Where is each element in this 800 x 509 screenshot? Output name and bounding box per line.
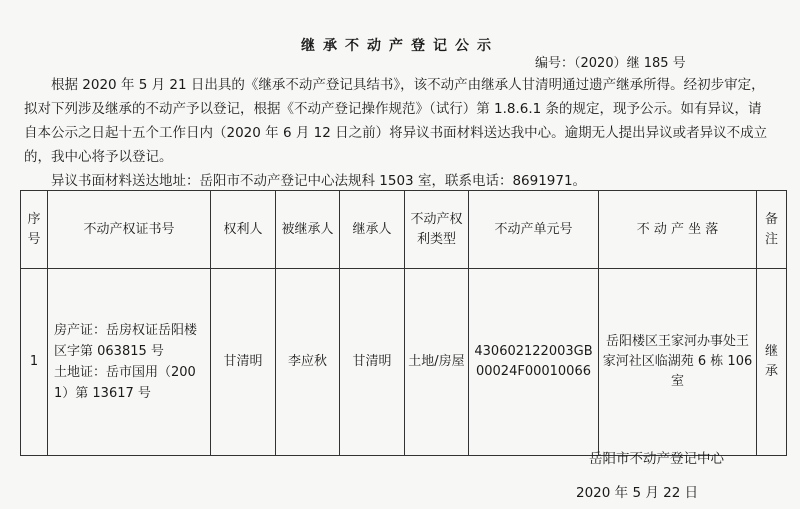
header-heir: 继承人 [340,191,405,269]
right-holder-cell: 甘清明 [211,269,276,456]
document-number: 编号：（2020）继 185 号 [535,56,686,71]
header-right-holder: 权利人 [211,191,276,269]
objection-address: 异议书面材料送达地址：岳阳市不动产登记中心法规科 1503 室，联系电话：8691971。 [51,173,587,189]
heir-cell: 甘清明 [340,269,405,456]
notice-title: 继承不动产登记公示 [301,38,499,54]
notice-body: 根据 2020 年 5 月 21 日出具的《继承不动产登记具结书》，该不动产由继承人甘清明通过遗产继承所得。经初步审定， 拟对下列涉及继承的不动产予以登记，根据《不动产登记操作规范》（试行）第 1.8.6.1 条的规定，现予公示。如有异议，请自本公示之日起十五个工作日内（2020 年 6 月 12 日之前）将异议书面材料送达我中心。逾期无人提出异议或者异议不成立的，我中心将予以登记。 [24,77,768,165]
row-index: 1 [21,269,48,456]
issue-date: 2020 年 5 月 22 日 [576,485,699,501]
table-row [21,269,787,456]
land-cert-text: 土地证：岳市国用（2001）第 13617 号 [54,365,196,401]
header-remark: 备注 [757,191,787,269]
right-type-cell: 土地/房屋 [405,269,469,456]
unit-number-cell: 430602122003GB00024F00010066 [469,269,599,456]
decedent-cell: 李应秋 [276,269,340,456]
table-header-row [21,191,787,269]
cert-number-cell [48,269,211,456]
header-index: 序号 [21,191,48,269]
issuing-organization: 岳阳市不动产登记中心 [589,451,724,467]
header-cert-number: 不动产权证书号 [48,191,211,269]
location-cell: 岳阳楼区王家河办事处王家河社区临湖苑 6 栋 106 室 [599,269,757,456]
remark-cell: 继承 [757,269,787,456]
house-cert-text: 房产证：岳房权证岳阳楼区字第 063815 号 [54,323,198,359]
header-unit-number: 不动产单元号 [469,191,599,269]
header-right-type: 不动产权利类型 [405,191,469,269]
header-decedent: 被继承人 [276,191,340,269]
header-location: 不 动 产 坐 落 [599,191,757,269]
notice-table [20,190,787,456]
